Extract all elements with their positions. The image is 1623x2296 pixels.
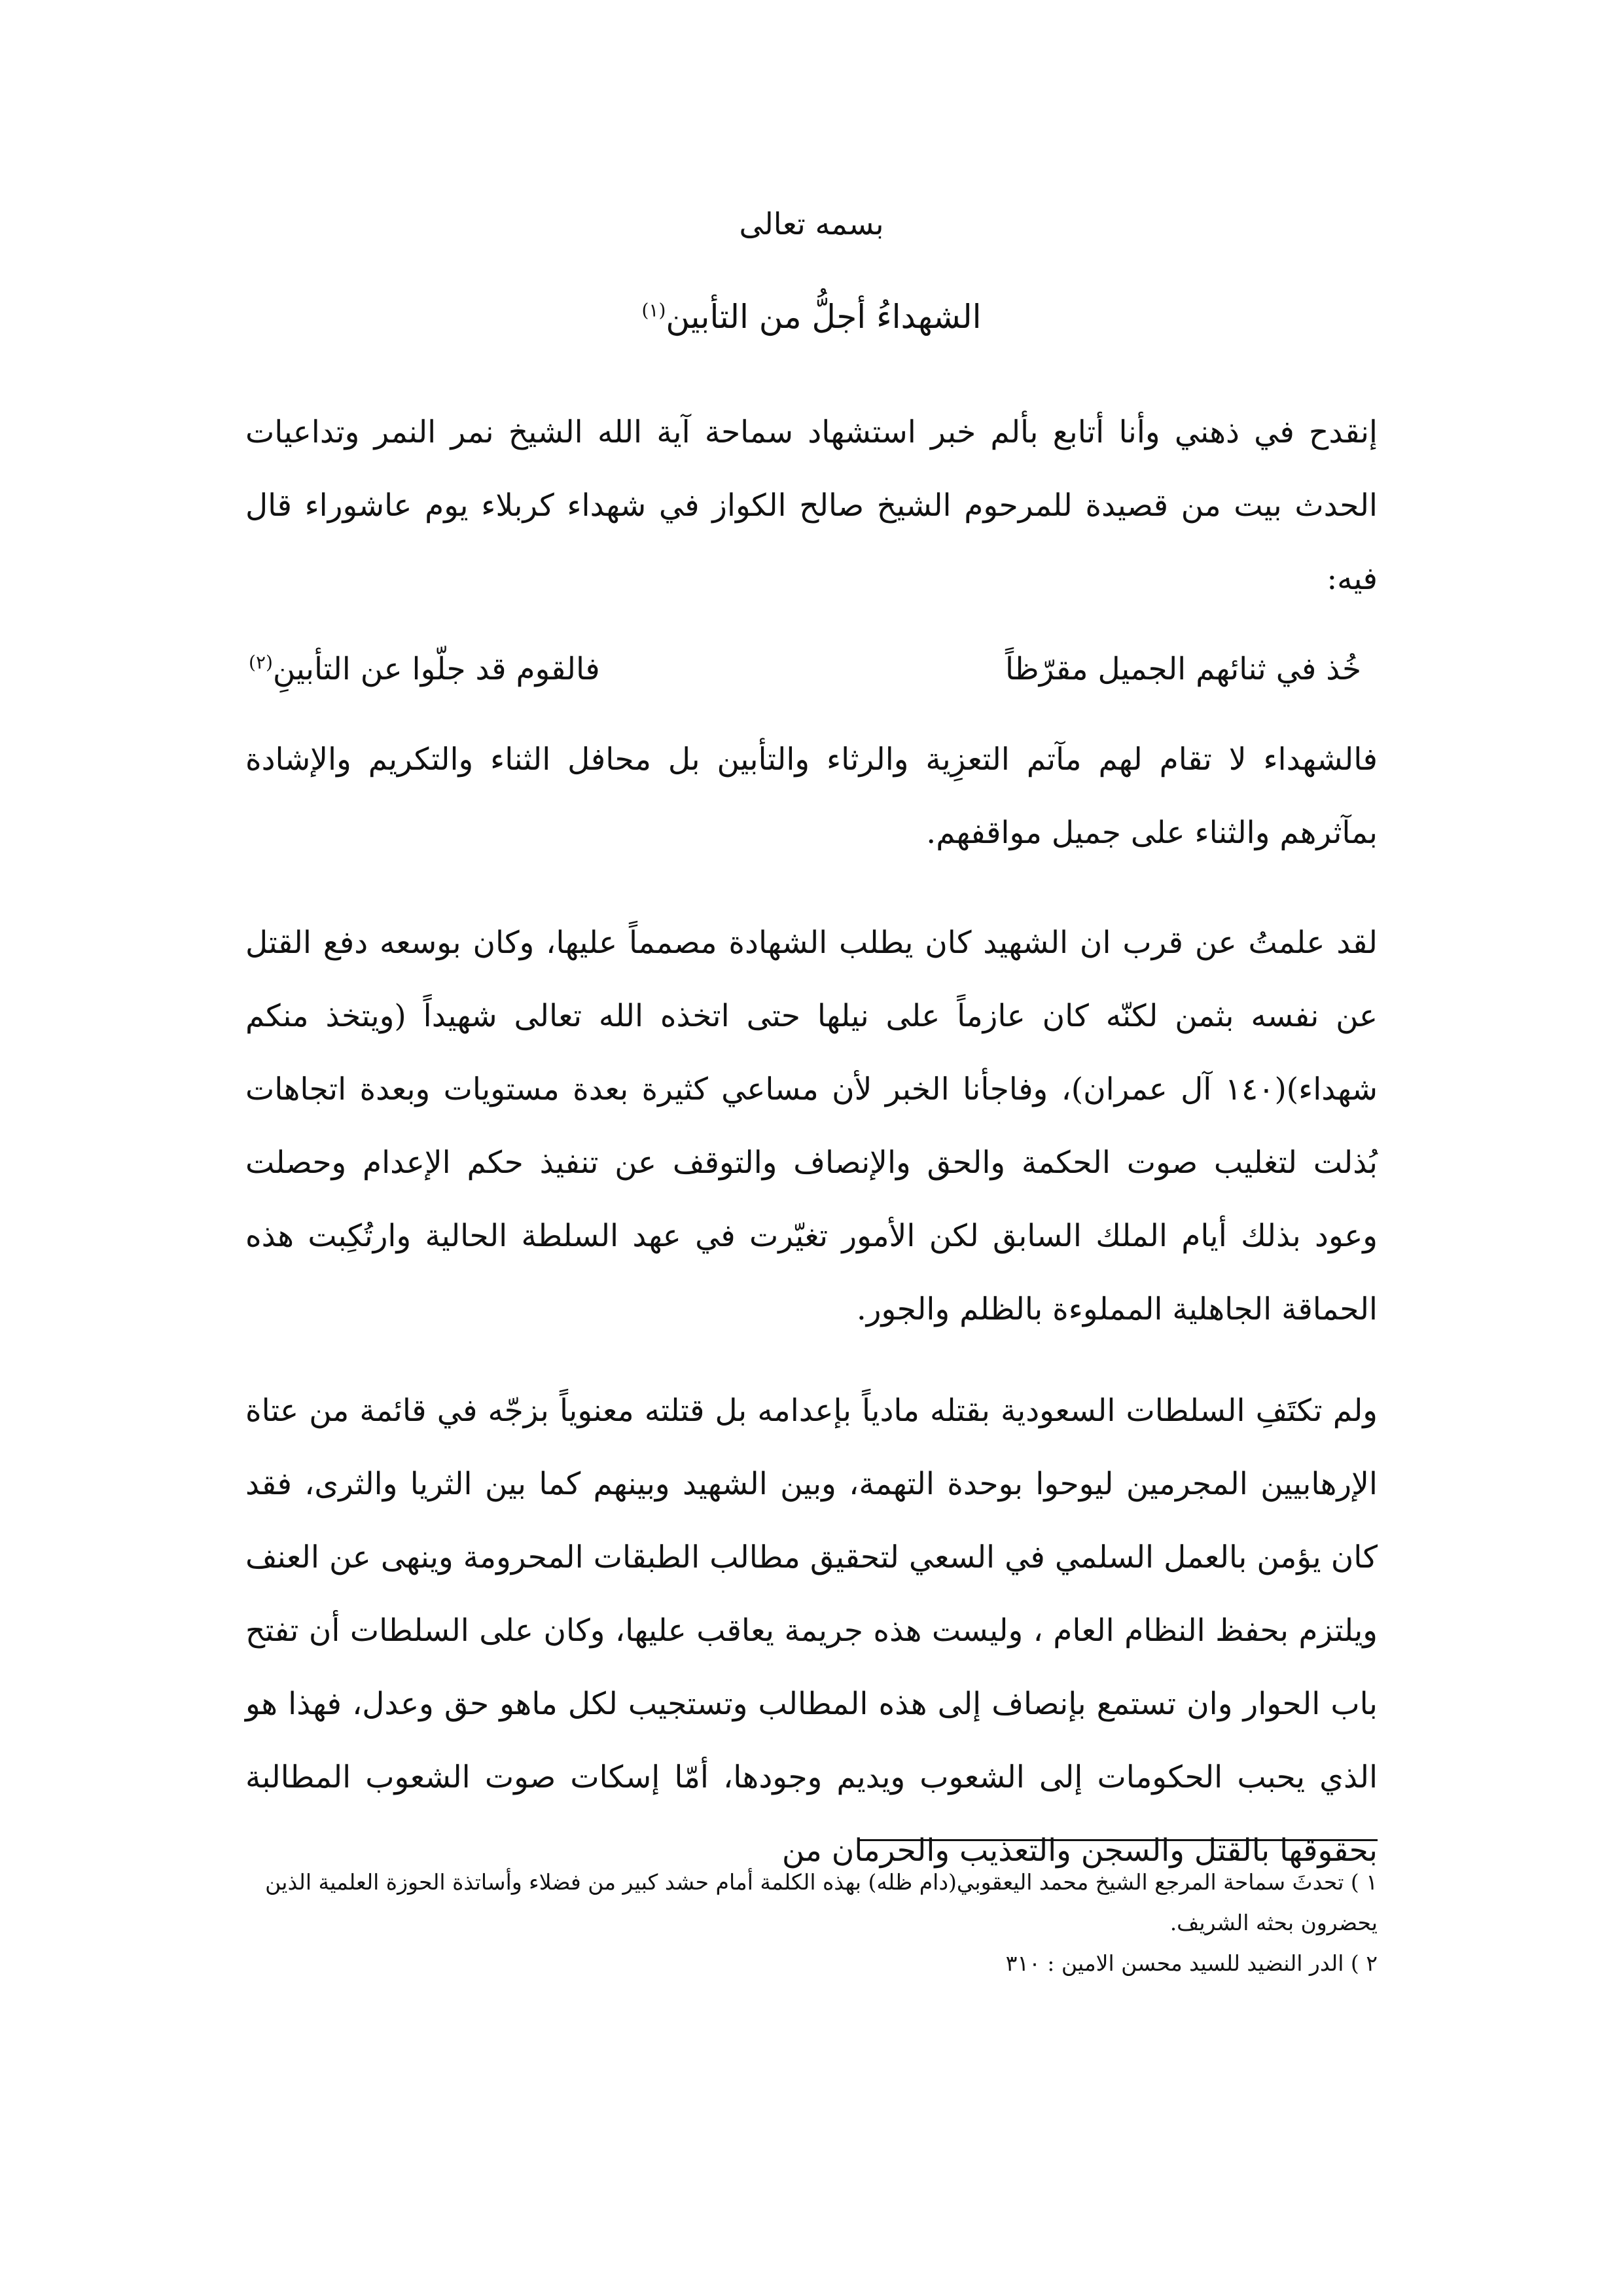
verse-footnote-mark: (٢) (249, 651, 273, 673)
page-title (0, 298, 1623, 336)
paragraph-intro: إنقدح في ذهني وأنا أتابع بألم خبر استشهاد سماحة آية الله الشيخ نمر النمر وتداعيات الحدث بيت من قصيدة للمرحوم الشيخ صالح الكواز في شهداء كربلاء يوم عاشوراء قال فيه: (245, 414, 1378, 597)
verse-second-text: فالقوم قد جلّوا عن التأبينِ (272, 651, 600, 687)
footnote-2: ٢ ) الدر النضيد للسيد محسن الامين : ٣١٠ (1005, 1950, 1378, 1976)
footnotes (245, 1862, 1378, 1984)
poetry-verse (249, 651, 1361, 723)
footnote-separator (857, 1839, 1378, 1841)
basmala-heading: بسمه تعالى (739, 206, 884, 242)
verse-first-hemistich: خُذ في ثنائهم الجميل مقرّظاً (1005, 651, 1361, 687)
verse-second-hemistich (249, 651, 600, 687)
paragraph-authorities: ولم تكتَفِ السلطات السعودية بقتله مادياً بإعدامه بل قتلته معنوياً بزجّه في قائمة من عتاة الإرهابيين المجرمين ليوحوا بوحدة التهمة، وبين الشهيد وبينهم كما بين الثريا والثرى، فقد كان يؤمن بالعمل السلمي في السعي لتحقيق مطالب الطبقات المحرومة وينهى عن العنف ويلتزم بحفظ النظام العام ، وليست هذه جريمة يعاقب عليها، وكان على السلطات أن تفتح باب الحوار وان تستمع بإنصاف إلى هذه المطالب وتستجيب لكل ماهو حق وعدل، فهذا هو الذي يحبب الحكومات إلى الشعوب ويديم وجودها، أمّا إسكات صوت الشعوب المطالبة بحقوقها بالقتل والسجن والتعذيب والحرمان من (245, 1393, 1378, 1869)
title-text: الشهداءُ أجلُّ من التأبين (666, 298, 982, 336)
footnote-1: ١ ) تحدثَ سماحة المرجع الشيخ محمد اليعقوبي(دام ظله) بهذه الكلمة أمام حشد كبير من فضلاء وأساتذة الحوزة العلمية الذين يحضرون بحثه الشريف. (265, 1869, 1378, 1935)
paragraph-martyrs: فالشهداء لا تقام لهم مآتم التعزِية والرثاء والتأبين بل محافل الثناء والتكريم والإشادة بمآثرهم والثناء على جميل مواقفهم. (245, 742, 1378, 851)
paragraph-knowledge: لقد علمتُ عن قرب ان الشهيد كان يطلب الشهادة مصمماً عليها، وكان بوسعه دفع القتل عن نفسه بثمن لكنّه كان عازماً على نيلها حتى اتخذه الله تعالى شهيداً (ويتخذ منكم شهداء)(١٤٠ آل عمران)، وفاجأنا الخبر لأن مساعي كثيرة بعدة مستويات وبعدة اتجاهات بُذلت لتغليب صوت الحكمة والحق والإنصاف والتوقف عن تنفيذ حكم الإعدام وحصلت وعود بذلك أيام الملك السابق لكن الأمور تغيّرت في عهد السلطة الحالية وارتُكِبت هذه الحماقة الجاهلية المملوءة بالظلم والجور. (245, 925, 1378, 1327)
title-footnote-mark: (١) (641, 299, 666, 321)
